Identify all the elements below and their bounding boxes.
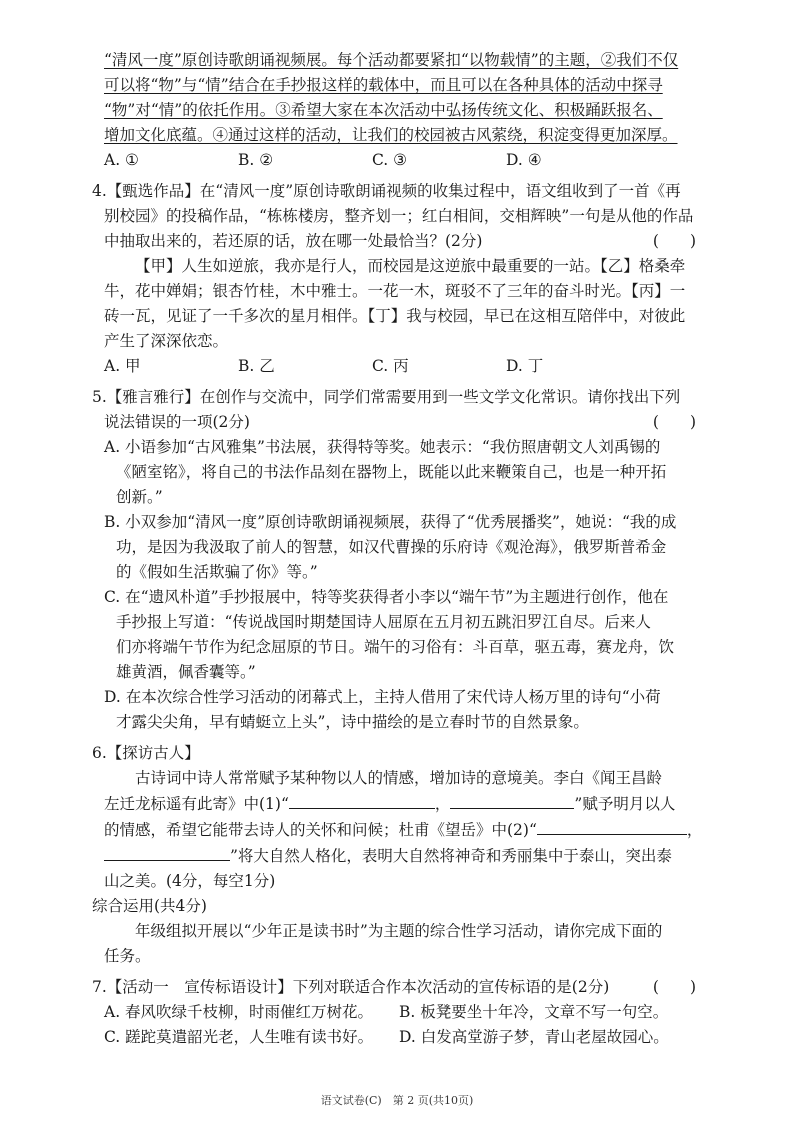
option-c-cont: 们亦将端午节作为纪念屈原的节日。端午的习俗有：斗百草，驱五毒，赛龙舟，饮 [116, 638, 675, 656]
option-a[interactable]: A. 春风吹绿千枝柳，时雨催红万树花。 [104, 1003, 374, 1021]
question-stem: 4.【甄选作品】在“清风一度”原创诗歌朗诵视频的收集过程中，语文组收到了一首《再 [92, 182, 681, 200]
option-d[interactable]: D. 丁 [506, 357, 544, 375]
section-integrated [92, 894, 696, 969]
q6-text: ， [434, 795, 451, 813]
answer-paren[interactable]: ( ) [652, 413, 696, 431]
q6-text: 山之美。(4分，每空1分) [104, 872, 276, 890]
answer-paren[interactable]: ( ) [652, 978, 696, 996]
q4-options [104, 354, 696, 379]
option-b[interactable]: B. 乙 [238, 357, 275, 375]
q6-text: 古诗词中诗人常常赋予某种物以人的情感，增加诗的意境美。李白《闻王昌龄 [135, 769, 663, 787]
option-b-cont: 功，是因为我汲取了前人的智慧，如汉代曹操的乐府诗《观沧海》，俄罗斯普希金 [116, 538, 667, 556]
option-b[interactable]: B. 板凳要坐十年冷，文章不写一句空。 [399, 1003, 669, 1021]
fill-blank-2a[interactable] [537, 817, 687, 835]
option-b[interactable]: B. 小双参加“清风一度”原创诗歌朗诵视频展，获得了“优秀展播奖”，她说：“我的成 [104, 513, 677, 531]
question-stem: 说法错误的一项(2分) [104, 413, 250, 431]
option-b[interactable]: B. ② [238, 151, 274, 169]
option-c-cont: 手抄报上写道：“传说战国时期楚国诗人屈原在五月初五跳汨罗江自尽。后来人 [116, 613, 651, 631]
question-stem: 别校园》的投稿作品，“栋栋楼房，整齐划一；红白相间，交相辉映”一句是从他的作品 [104, 207, 694, 225]
question-stem: 5.【雅言雅行】在创作与交流中，同学们常需要用到一些文学文化常识。请你找出下列 [92, 388, 681, 406]
option-a[interactable]: A. ① [104, 151, 139, 169]
q4-passage-line: 砖一瓦，见证了一千多次的星月相伴。【丁】我与校园，早已在这相互陪伴中，对彼此 [104, 307, 686, 325]
option-d-cont: 才露尖尖角，早有蜻蜓立上头”，诗中描绘的是立春时节的自然景象。 [116, 713, 589, 731]
q6-text: 左迁龙标遥有此寄》中(1)“ [104, 795, 289, 813]
passage-line: 增加文化底蕴。④通过这样的活动，让我们的校园被古风萦绕，积淀变得更加深厚。 [104, 126, 678, 144]
option-a-cont: 创新。” [116, 488, 163, 506]
fill-blank-2b[interactable] [104, 843, 230, 861]
question-7 [92, 975, 696, 1050]
passage-line: 可以将“物”与“情”结合在手抄报这样的载体中，而且可以在各种具体的活动中探寻 [104, 76, 663, 94]
q7-options-row [104, 1025, 696, 1050]
passage-line: “清风一度”原创诗歌朗诵视频展。每个活动都要紧扣“以物载情”的主题，②我们不仅 [104, 51, 679, 69]
section-intro: 年级组拟开展以“少年正是读书时”为主题的综合性学习活动，请你完成下面的 [135, 922, 663, 940]
option-d[interactable]: D. ④ [506, 151, 542, 169]
option-c[interactable]: C. 蹉跎莫遣韶光老，人生唯有读书好。 [104, 1028, 374, 1046]
question-5 [92, 385, 696, 735]
question-4 [92, 179, 696, 379]
passage-line: “物”对“情”的依托作用。③希望大家在本次活动中弘扬传统文化、积极踊跃报名、 [104, 101, 663, 119]
section-intro: 任务。 [104, 947, 151, 965]
option-c[interactable]: C. 丙 [372, 357, 409, 375]
option-c-cont: 雄黄酒，佩香囊等。” [116, 663, 256, 681]
fill-blank-1a[interactable] [289, 791, 435, 809]
section-title: 综合运用(共4分) [92, 897, 207, 915]
q6-text: ”赋予明月以人 [574, 795, 676, 813]
option-b-cont: 的《假如生活欺骗了你》等。” [116, 563, 318, 581]
question-title: 6.【探访古人】 [92, 744, 200, 762]
answer-paren[interactable]: ( ) [652, 232, 696, 250]
question-stem: 7.【活动一 宣传标语设计】下列对联适合作本次活动的宣传标语的是(2分) [92, 978, 610, 996]
option-d[interactable]: D. 在本次综合性学习活动的闭幕式上，主持人借用了宋代诗人杨万里的诗句“小荷 [104, 688, 661, 706]
passage-tail [104, 48, 696, 148]
option-d[interactable]: D. 白发高堂游子梦，青山老屋故园心。 [399, 1028, 669, 1046]
option-a[interactable]: A. 小语参加“古风雅集”书法展，获得特等奖。她表示：“我仿照唐朝文人刘禹锡的 [104, 438, 661, 456]
q4-passage-line: 产生了深深依恋。 [104, 332, 229, 350]
q4-passage-line: 牛，花中婵娟；银杏竹桂，木中雅士。一花一木，斑驳不了三年的奋斗时光。【丙】一 [104, 282, 686, 300]
page-content [92, 48, 703, 1050]
option-c[interactable]: C. ③ [372, 151, 408, 169]
page-footer: 语文试卷(C) 第 2 页(共10页) [320, 1094, 474, 1107]
q7-options-row [104, 1000, 696, 1025]
fill-blank-1b[interactable] [450, 791, 574, 809]
q3-options [104, 148, 696, 173]
option-c[interactable]: C. 在“遗风朴道”手抄报展中，特等奖获得者小李以“端午节”为主题进行创作，他在 [104, 588, 669, 606]
option-a-cont: 《陋室铭》，将自己的书法作品刻在器物上，既能以此来鞭策自己，也是一种开拓 [116, 463, 667, 481]
question-6 [92, 741, 703, 894]
q6-text: ， [686, 821, 703, 839]
option-a[interactable]: A. 甲 [104, 357, 141, 375]
question-stem: 中抽取出来的，若还原的话，放在哪一处最恰当？(2分) [104, 232, 483, 250]
q4-passage-line: 【甲】人生如逆旅，我亦是行人，而校园是这逆旅中最重要的一站。【乙】格桑牵 [135, 257, 686, 275]
q6-text: 的情感，希望它能带去诗人的关怀和问候；杜甫《望岳》中(2)“ [104, 821, 537, 839]
q6-text: ”将大自然人格化，表明大自然将神奇和秀丽集中于泰山，突出泰 [230, 847, 672, 865]
